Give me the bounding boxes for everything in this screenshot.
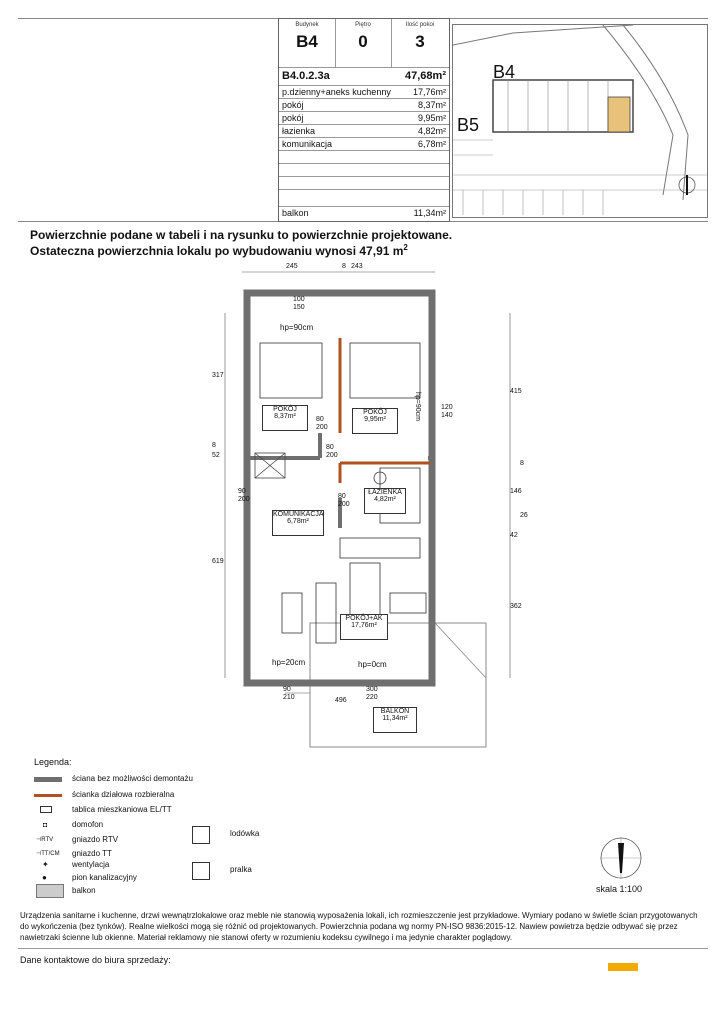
room-label-name: POKÓJ <box>363 409 387 416</box>
room-row-area: 8,37m² <box>417 100 446 110</box>
washer-icon <box>192 862 210 880</box>
balcony-row-name: balkon <box>282 208 309 218</box>
footer-divider <box>18 948 708 949</box>
dim-top-mid: 8 <box>342 263 346 270</box>
empty-row <box>279 176 449 190</box>
door-label: 80 <box>326 444 334 451</box>
dim-top-left: 245 <box>286 263 298 270</box>
rooms-cell <box>391 19 449 67</box>
room-row <box>279 85 449 99</box>
room-label-name: ŁAZIENKA <box>368 489 402 496</box>
legend-item: balkon <box>72 886 96 895</box>
room-label-name: BALKON <box>380 708 410 715</box>
room-label-area: 17,76m² <box>351 622 377 629</box>
room-row-area: 9,95m² <box>417 113 446 123</box>
room-row-name: pokój <box>282 100 304 110</box>
room-row-name: pokój <box>282 113 304 123</box>
room-label-area: 11,34m² <box>382 715 408 722</box>
room-row-name: komunikacja <box>282 139 333 149</box>
empty-row <box>279 150 449 164</box>
rooms-value: 3 <box>415 32 425 51</box>
room-label-name: KOMUNIKACJA <box>273 511 324 518</box>
disclaimer: Urządzenia sanitarne i kuchenne, drzwi wewnątrzlokalowe oraz meble nie stanowią wyposażenia lokali, ich rozmieszczenie jest przykładowe. Wymiary podano w świetle ścian przygotowanych do wykończenia (bez tynków). Realne wielkości mogą się różnić od projektowanych. Powierzchnia podana wg normy PN-ISO 9836:2015-12. Nawiew powietrza będzie odbywać się przez nawietrzaki ścienne lub okienne. Materiał reklamowy nie stanowi oferty w rozumieniu kodeksu cywilnego i ma jedynie charakter poglądowy. <box>20 911 698 942</box>
dim-left-3: 52 <box>212 452 220 459</box>
balcony-row-area: 11,34m² <box>413 208 446 218</box>
rooms-caption: Ilość pokoi <box>405 22 435 28</box>
door-label: 210 <box>283 694 295 701</box>
door-label: 150 <box>293 304 305 311</box>
hp-bottom-left: hp=20cm <box>272 658 306 667</box>
legend-wall-swatch <box>34 777 62 782</box>
dim-top-right: 243 <box>351 263 363 270</box>
site-b4-label: B4 <box>493 62 516 82</box>
balcony-row <box>279 206 449 221</box>
building-cell <box>279 19 336 67</box>
room-label-area: 4,82m² <box>374 496 396 503</box>
door-label: 200 <box>326 452 338 459</box>
room-label <box>272 510 324 536</box>
door-label: 120 <box>441 404 453 411</box>
ventilation-icon: ✦ <box>42 860 49 869</box>
room-row-area: 6,78m² <box>417 139 446 149</box>
unit-row <box>279 67 449 86</box>
door-label: 200 <box>316 424 328 431</box>
dim-right-3: 146 <box>510 488 522 495</box>
building-value: B4 <box>296 32 318 51</box>
dim-left-4: 619 <box>212 558 224 565</box>
unit-info-table <box>278 18 450 222</box>
floor-value: 0 <box>358 32 368 51</box>
door-label: 300 <box>366 686 378 693</box>
room-label-area: 6,78m² <box>287 518 309 525</box>
dim-left-2: 8 <box>212 442 216 449</box>
door-label: 200 <box>238 496 250 503</box>
panel-icon <box>40 806 52 813</box>
notice-line2-wrap <box>30 243 408 258</box>
empty-row <box>279 163 449 177</box>
dim-right-1: 415 <box>510 388 522 395</box>
notice-line2: Ostateczna powierzchnia lokalu po wybudowaniu wynosi 47,91 m <box>30 244 404 258</box>
room-label <box>352 408 398 434</box>
dim-right-4: 42 <box>510 532 518 539</box>
tt-tag: TT/CM <box>41 851 60 857</box>
room-label <box>373 707 417 733</box>
room-row-name: p.dzienny+aneks kuchenny <box>282 87 391 97</box>
dim-left-1: 317 <box>212 372 224 379</box>
floor-cell <box>335 19 392 67</box>
room-row <box>279 111 449 125</box>
legend-item: tablica mieszkaniowa EL/TT <box>72 805 172 814</box>
dim-right-6: 362 <box>510 603 522 610</box>
empty-row <box>279 189 449 203</box>
legend-title: Legenda: <box>34 757 72 767</box>
unit-area: 47,68m² <box>405 70 446 82</box>
room-row <box>279 124 449 138</box>
contact-heading: Dane kontaktowe do biura sprzedaży: <box>20 955 171 965</box>
hp-top: hp=90cm <box>280 323 314 332</box>
room-row-name: łazienka <box>282 126 316 136</box>
room-label <box>364 488 406 514</box>
site-plan <box>452 24 708 218</box>
door-label: 90 <box>238 488 246 495</box>
room-label <box>340 614 388 640</box>
legend-partition-swatch <box>34 794 62 797</box>
notice-sup: 2 <box>403 243 408 252</box>
room-label-name: POKÓJ <box>273 406 297 413</box>
fridge-label: lodówka <box>230 829 260 838</box>
door-label: 100 <box>293 296 305 303</box>
door-label: 90 <box>283 686 291 693</box>
balcony-swatch <box>36 884 64 898</box>
room-label-area: 9,95m² <box>364 416 386 423</box>
door-label: 140 <box>441 412 453 419</box>
dim-right-2: 8 <box>520 460 524 467</box>
building-caption: Budynek <box>295 22 319 28</box>
unit-id: B4.0.2.3a <box>282 70 330 82</box>
north-arrow-icon <box>598 835 644 881</box>
room-row-area: 4,82m² <box>417 126 446 136</box>
site-b5-label: B5 <box>457 115 480 135</box>
legend-item: ściana bez możliwości demontażu <box>72 774 193 783</box>
intercom-icon: ◘ <box>43 822 48 829</box>
washer-label: pralka <box>230 865 252 874</box>
legend-item: gniazdo TT <box>72 849 112 858</box>
site-plan-drawing <box>453 25 707 217</box>
legend-item: pion kanalizacyjny <box>72 873 137 882</box>
hp-right: hp=90cm <box>414 392 421 421</box>
brand-accent-bar <box>608 963 638 971</box>
room-label-name: POKÓJ+AK <box>345 615 383 622</box>
hp-bottom-right: hp=0cm <box>358 660 387 669</box>
legend-item: gniazdo RTV <box>72 835 119 844</box>
room-label <box>262 405 308 431</box>
legend-item: domofon <box>72 820 104 829</box>
room-label-area: 8,37m² <box>274 413 296 420</box>
tt-socket-icon: ⊣TT/CM <box>36 851 60 857</box>
fridge-icon <box>192 826 210 844</box>
door-label: 200 <box>338 501 350 508</box>
room-row <box>279 137 449 151</box>
rtv-socket-icon: ⊣RTV <box>36 837 54 843</box>
dim-bottom: 496 <box>335 697 347 704</box>
door-label: 220 <box>366 694 378 701</box>
legend-item: wentylacja <box>72 860 110 869</box>
legend-item: ścianka działowa rozbieralna <box>72 790 175 799</box>
door-label: 80 <box>338 493 346 500</box>
floor-caption: Piętro <box>355 22 371 28</box>
scale-label: skala 1:100 <box>596 884 643 894</box>
rtv-tag: RTV <box>41 837 54 843</box>
dim-right-5: 26 <box>520 512 528 519</box>
drain-pipe-icon: ● <box>42 873 47 882</box>
notice-line1: Powierzchnie podane w tabeli i na rysunku to powierzchnie projektowane. <box>30 228 453 242</box>
room-row <box>279 98 449 112</box>
room-row-area: 17,76m² <box>412 87 446 97</box>
door-label: 80 <box>316 416 324 423</box>
